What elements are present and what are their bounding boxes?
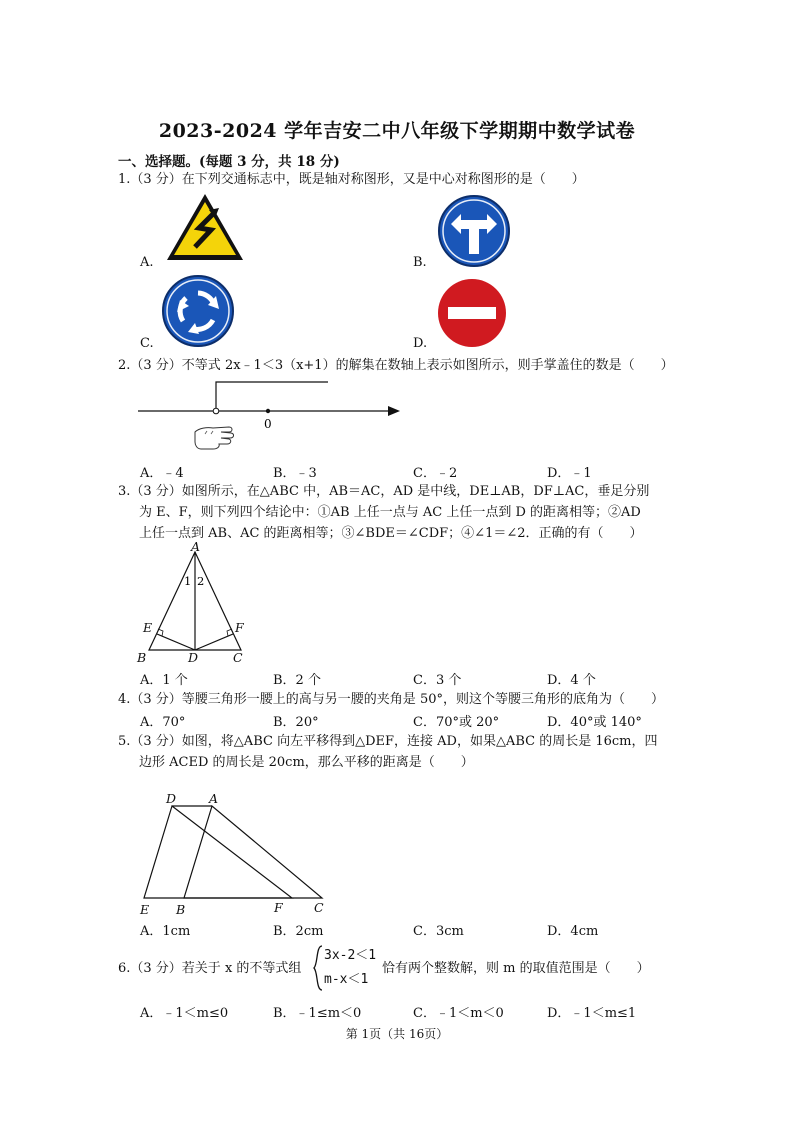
angle-2-label: 2 — [197, 574, 205, 588]
q3-option-c[interactable]: C．3 个 — [413, 673, 462, 688]
label-e: E — [140, 902, 150, 917]
question-2-text: 2.（3 分）不等式 2x﹣1＜3（x+1）的解集在数轴上表示如图所示，则手掌盖住的数是（ ） — [118, 358, 674, 373]
q2-option-b[interactable]: B．﹣3 — [273, 466, 317, 481]
label-f: F — [235, 620, 244, 635]
no-entry-sign-icon — [437, 278, 507, 348]
q2-option-d[interactable]: D．﹣1 — [547, 466, 592, 481]
label-f: F — [274, 900, 283, 915]
zero-label: 0 — [264, 417, 272, 431]
label-c: C — [233, 650, 243, 665]
hand-icon — [195, 427, 234, 449]
inequality-2: m-x＜1 — [324, 972, 369, 987]
q4-option-b[interactable]: B．20° — [273, 715, 319, 730]
label-b: B — [137, 650, 147, 665]
translation-figure — [136, 790, 336, 920]
page-title: 2023-2024 学年吉安二中八年级下学期期中数学试卷 — [158, 120, 636, 142]
question-5-line-2: 边形 ACED 的周长是 20cm，那么平移的距离是（ ） — [139, 755, 474, 770]
turn-left-or-right-sign-icon — [437, 194, 511, 268]
q1-option-a[interactable]: A. — [140, 255, 154, 270]
q1-option-d[interactable]: D. — [413, 336, 428, 351]
label-e: E — [143, 620, 153, 635]
q2-option-a[interactable]: A．﹣4 — [140, 466, 184, 481]
label-c: C — [314, 900, 324, 915]
q6-option-c[interactable]: C．﹣1＜m＜0 — [413, 1006, 504, 1021]
q4-option-c[interactable]: C．70°或 20° — [413, 715, 500, 730]
question-6-suffix: 恰有两个整数解，则 m 的取值范围是（ ） — [382, 961, 650, 976]
inequality-1: 3x-2＜1 — [324, 948, 377, 963]
isosceles-triangle-figure — [135, 540, 255, 668]
question-3-line-1: 3.（3 分）如图所示，在△ABC 中，AB＝AC，AD 是中线，DE⊥AB，DF⊥AC，垂足分别 — [118, 484, 650, 499]
q2-option-c[interactable]: C．﹣2 — [413, 466, 458, 481]
roundabout-sign-icon — [161, 274, 235, 348]
label-b: B — [176, 902, 186, 917]
section-heading: 一、选择题。(每题 3 分，共 18 分) — [118, 154, 340, 170]
question-5-line-1: 5.（3 分）如图，将△ABC 向左平移得到△DEF，连接 AD，如果△ABC 的周长是 16cm，四 — [118, 734, 658, 749]
page-footer: 第 1页（共 16页） — [345, 1027, 449, 1041]
q3-option-d[interactable]: D．4 个 — [547, 673, 596, 688]
label-a: A — [209, 791, 219, 806]
question-6-prefix: 6.（3 分）若关于 x 的不等式组 — [118, 961, 302, 976]
q5-option-b[interactable]: B．2cm — [273, 924, 324, 939]
q6-option-d[interactable]: D．﹣1＜m≤1 — [547, 1006, 637, 1021]
question-3-line-2: 为 E、F，则下列四个结论中：①AB 上任一点与 AC 上任一点到 D 的距离相等；②AD — [139, 505, 641, 520]
zigzag-warning-sign-icon — [165, 192, 245, 264]
label-a: A — [191, 539, 201, 554]
label-d: D — [166, 791, 177, 806]
label-d: D — [188, 650, 199, 665]
q3-option-b[interactable]: B．2 个 — [273, 673, 321, 688]
angle-1-label: 1 — [184, 574, 192, 588]
q6-option-a[interactable]: A．﹣1＜m≤0 — [140, 1006, 229, 1021]
q1-option-c[interactable]: C. — [140, 336, 154, 351]
q4-option-d[interactable]: D．40°或 140° — [547, 715, 642, 730]
question-1-text: 1.（3 分）在下列交通标志中，既是轴对称图形，又是中心对称图形的是（ ） — [118, 172, 585, 187]
question-3-line-3: 上任一点到 AB、AC 的距离相等；③∠BDE＝∠CDF；④∠1＝∠2．正确的有（ ） — [139, 526, 643, 541]
left-brace-icon — [312, 944, 324, 992]
q5-option-d[interactable]: D．4cm — [547, 924, 599, 939]
q1-option-b[interactable]: B. — [413, 255, 427, 270]
number-line-figure — [138, 378, 403, 453]
q3-option-a[interactable]: A．1 个 — [140, 673, 188, 688]
q6-option-b[interactable]: B．﹣1≤m＜0 — [273, 1006, 362, 1021]
q4-option-a[interactable]: A．70° — [140, 715, 186, 730]
q5-option-c[interactable]: C．3cm — [413, 924, 464, 939]
q5-option-a[interactable]: A．1cm — [140, 924, 191, 939]
question-4-text: 4.（3 分）等腰三角形一腰上的高与另一腰的夹角是 50°，则这个等腰三角形的底角为（ ） — [118, 692, 664, 707]
